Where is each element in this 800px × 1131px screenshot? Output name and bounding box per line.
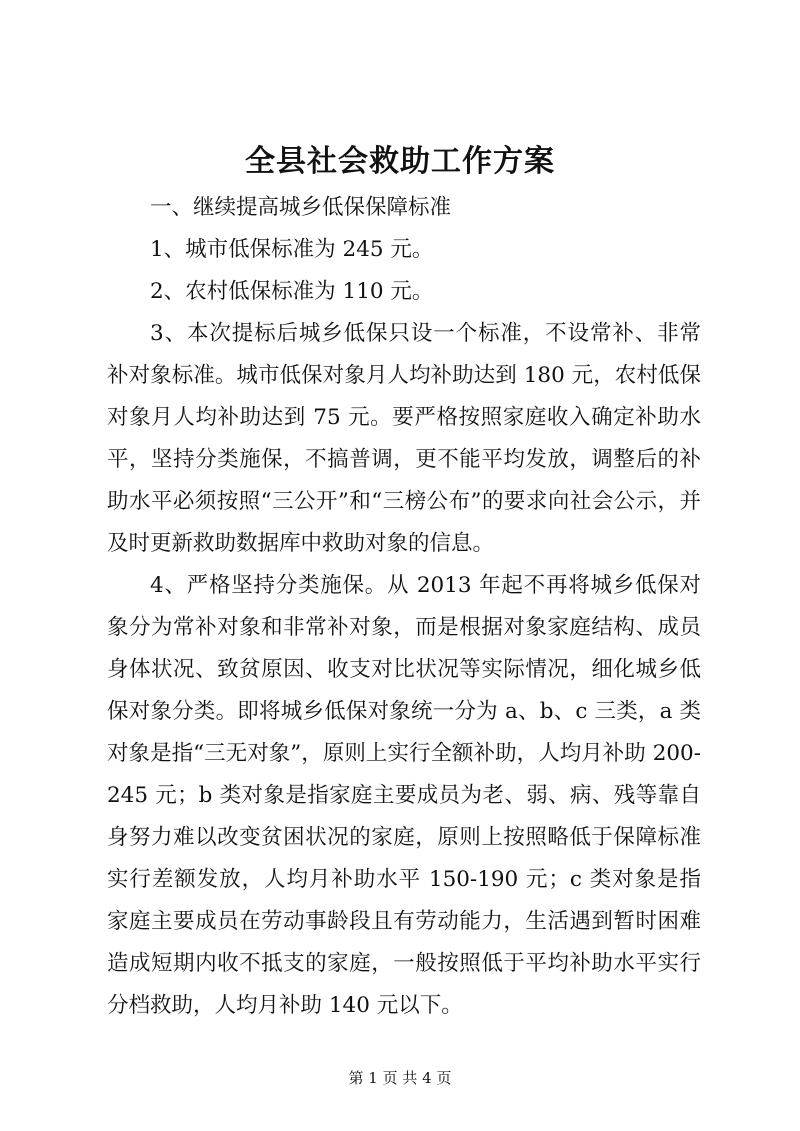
section-heading: 一、继续提高城乡低保保障标准 <box>150 195 452 220</box>
paragraph-item-3: 3、本次提标后城乡低保只设一个标准，不设常补、非常补对象标准。城市低保对象月人均补助达到 180 元，农村低保对象月人均补助达到 75 元。要严格按照家庭收入确定补助水平，坚持分类施保，不搞普调，更不能平均发放，调整后的补助水平必须按照“三公开”和“三榜公布”的要求向社会公示，并及时更新救助数据库中救助对象的信息。 <box>107 321 701 556</box>
document-body <box>107 187 701 1027</box>
page-footer: 第 1 页 共 4 页 <box>348 1069 452 1087</box>
document-title: 全县社会救助工作方案 <box>245 144 555 179</box>
paragraph-item-2: 2、农村低保标准为 110 元。 <box>150 279 434 304</box>
paragraph-item-4: 4、严格坚持分类施保。从 2013 年起不再将城乡低保对象分为常补对象和非常补对象，而是根据对象家庭结构、成员身体状况、致贫原因、收支对比状况等实际情况，细化城乡低保对象分类。即将城乡低保对象统一分为 a、b、c 三类，a 类对象是指“三无对象”，原则上实行全额补助，人均月补助 200-245 元；b 类对象是指家庭主要成员为老、弱、病、残等靠自身努力难以改变贫困状况的家庭，原则上按照略低于保障标准实行差额发放，人均月补助水平 150-190 元；c 类对象是指家庭主要成员在劳动事龄段且有劳动能力，生活遇到暂时困难造成短期内收不抵支的家庭，一般按照低于平均补助水平实行分档救助，人均月补助 140 元以下。 <box>107 573 701 1018</box>
paragraph-item-1: 1、城市低保标准为 245 元。 <box>150 237 434 262</box>
